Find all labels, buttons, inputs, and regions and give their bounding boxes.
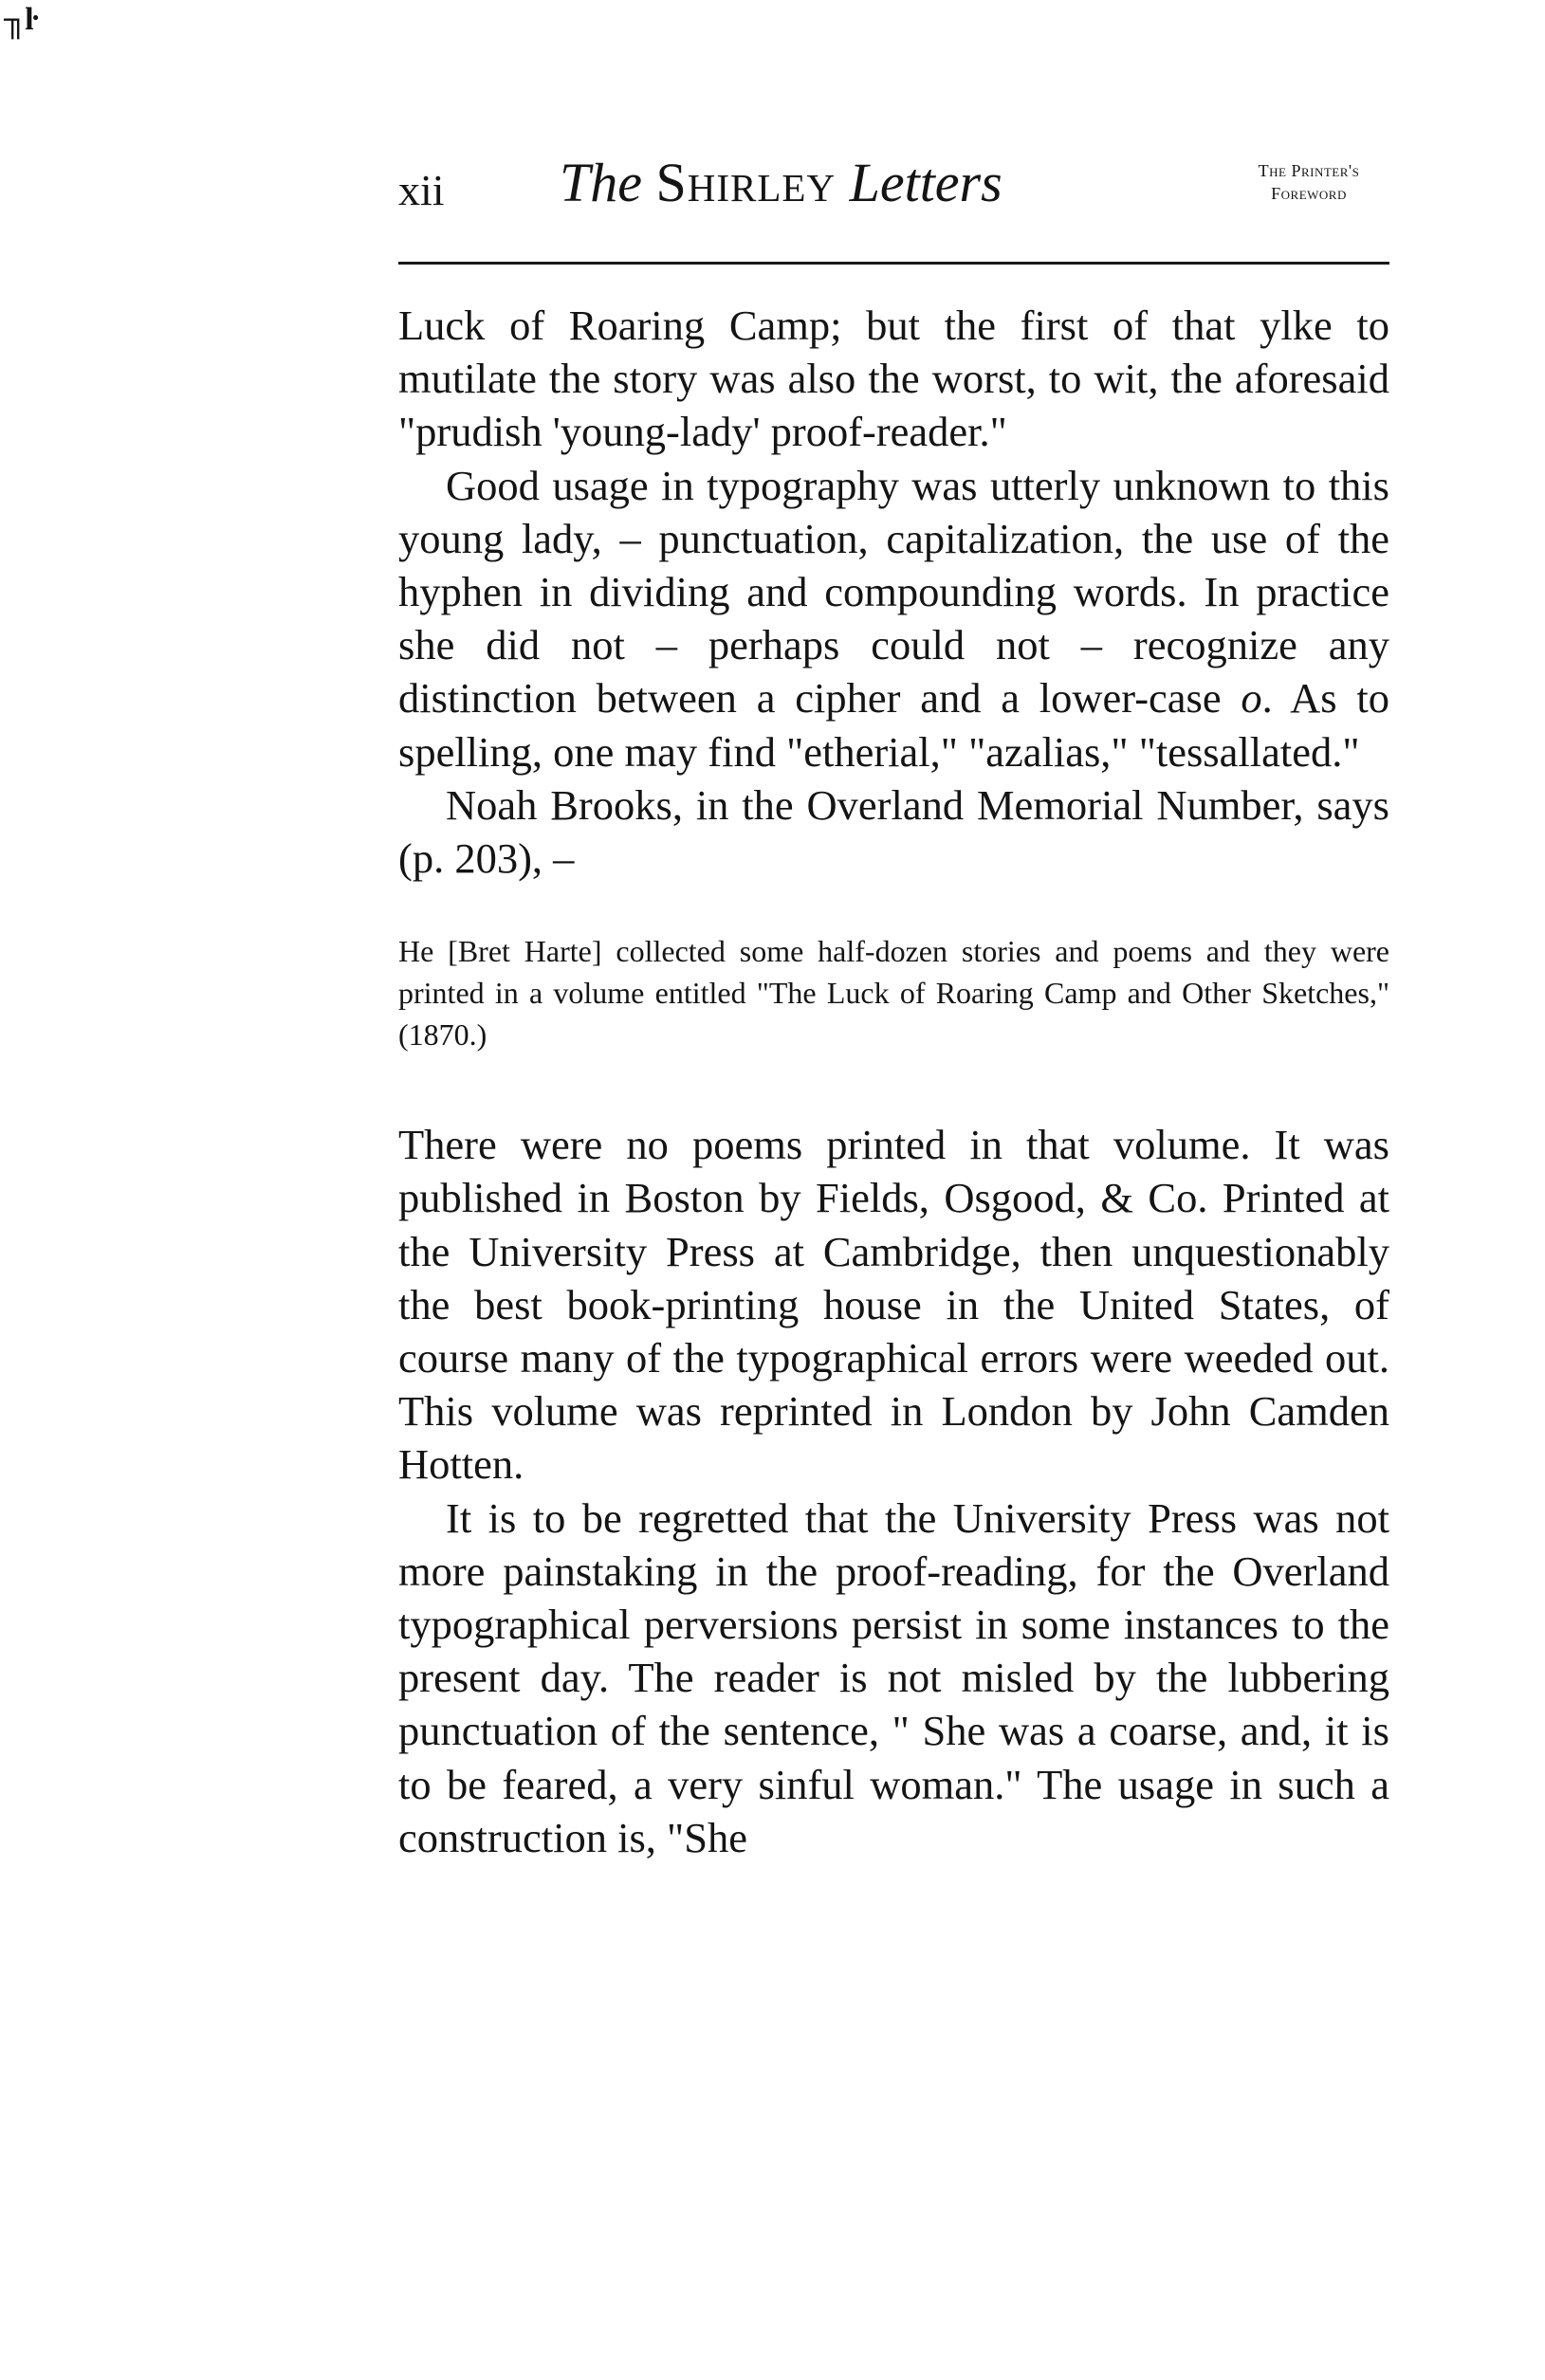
paragraph-1: Luck of Roaring Camp; but the first of that ylke to mutilate the story was also the worst, to wit, the aforesaid "prudish 'young-lady' proof-reader." xyxy=(398,302,1389,456)
running-title-prefix: The xyxy=(560,152,642,213)
paragraph-4: There were no poems printed in that volume. It was published in Boston by Fields, Osgood, & Co. Printed at the University Press at Cambridge, then unquestionably the best book-printing house in the United States, of course many of the typographical errors were weeded out. This volume was reprinted in London by John Camden Hotten. xyxy=(398,1121,1389,1489)
book-page xyxy=(398,142,1389,1861)
paragraph-2-italic: o xyxy=(1241,674,1262,723)
corner-mark: ╖ŀ xyxy=(4,2,36,37)
running-title-suffix: Letters xyxy=(849,152,1002,213)
paragraph-2-text-a: Good usage in typography was utterly unknown to this young lady, – punctuation, capitalization, the use of the hyphen in dividing and compounding words. In practice she did not – perhaps could not – recognize any distinction between a cipher and a lower-case xyxy=(398,461,1389,723)
running-title xyxy=(560,152,1002,213)
paragraph-5: It is to be regretted that the University Press was not more painstaking in the proof-reading, for the Overland typographical perversions persist in some instances to the present day. The reader is not misled by the lubbering punctuation of the sentence, " She was a coarse, and, it is to be feared, a very sinful woman." The usage in such a construction is, "She xyxy=(398,1493,1389,1861)
paragraph-2 xyxy=(398,459,1389,778)
section-label-line2: Foreword xyxy=(1271,184,1347,203)
paragraph-2-text-b: . As to spelling, one may find "etherial," "azalias," "tessallated." xyxy=(398,674,1389,776)
running-head xyxy=(398,142,1389,247)
header-rule xyxy=(398,262,1389,265)
section-label-line1: The Printer's xyxy=(1258,161,1360,180)
running-title-main: Shirley xyxy=(655,152,837,213)
block-quote: He [Bret Harte] collected some half-dozen stories and poems and they were printed in a volume entitled "The Luck of Roaring Camp and Other Sketches," (1870.) xyxy=(398,934,1389,1053)
section-label xyxy=(1228,159,1389,205)
page-number: xii xyxy=(398,166,445,214)
paragraph-3: Noah Brooks, in the Overland Memorial Number, says (p. 203), – xyxy=(398,780,1389,883)
body-text xyxy=(398,299,1389,1864)
